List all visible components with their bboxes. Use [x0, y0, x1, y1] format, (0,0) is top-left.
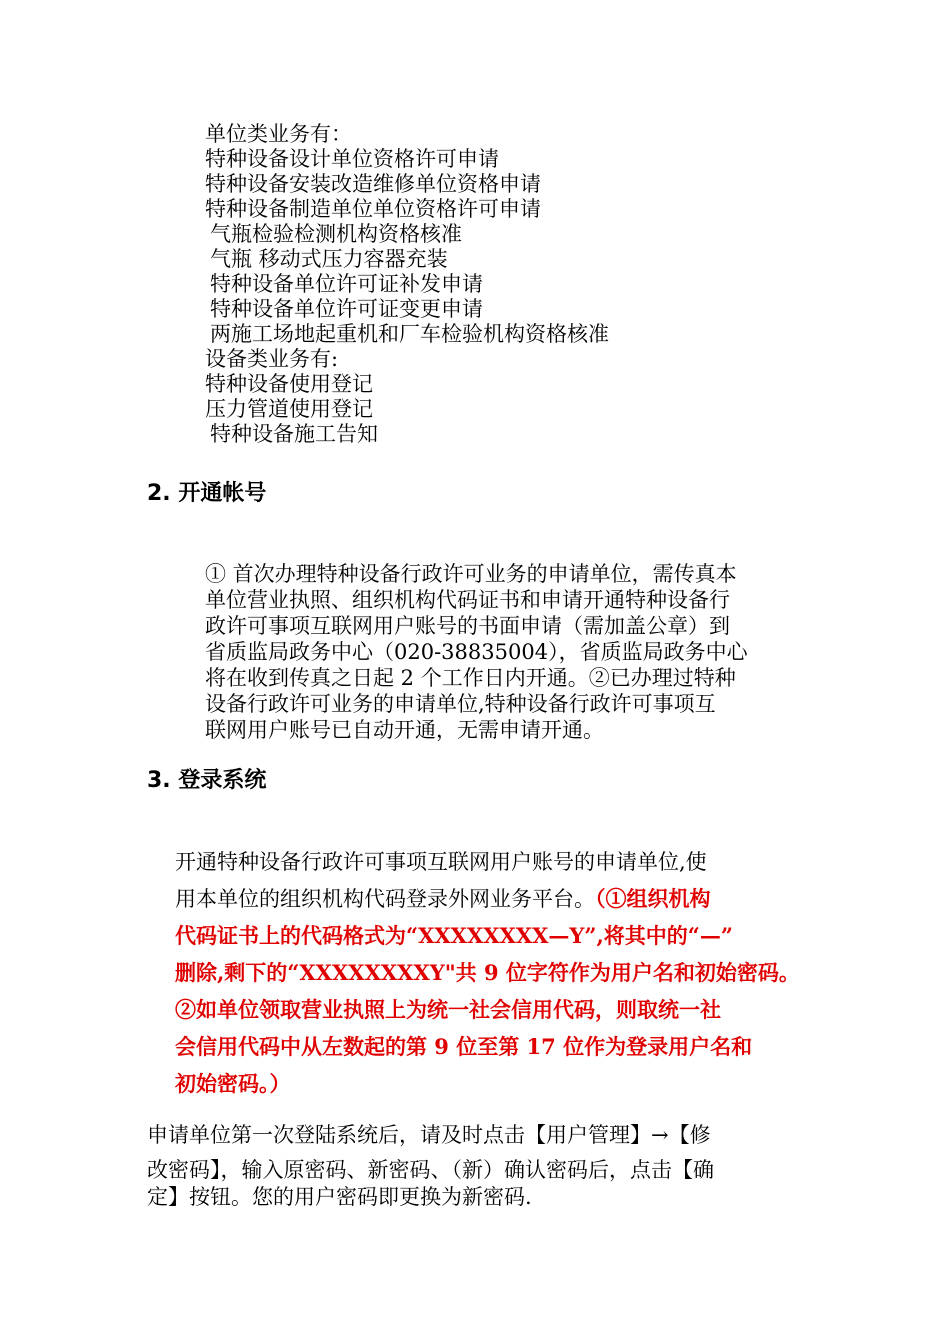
- equipment-item: 特种设备施工告知: [210, 422, 378, 446]
- red-note-text: （①组织机构: [595, 886, 711, 911]
- unit-item: 特种设备单位许可证变更申请: [210, 297, 483, 321]
- equipment-business-heading: 设备类业务有:: [205, 347, 339, 371]
- paragraph-line: 申请单位第一次登陆系统后，请及时点击【用户管理】→【修: [147, 1123, 711, 1147]
- section-3-title: 3. 登录系统: [147, 768, 267, 793]
- paragraph-line: 设备行政许可业务的申请单位,特种设备行政许可事项互: [205, 692, 716, 716]
- unit-item: 气瓶 移动式压力容器充装: [210, 247, 448, 271]
- paragraph-line: 政许可事项互联网用户账号的书面申请（需加盖公章）到: [205, 614, 730, 638]
- paragraph-line: 改密码】，输入原密码、新密码、（新）确认密码后，点击【确: [147, 1158, 714, 1182]
- unit-item: 特种设备安装改造维修单位资格申请: [205, 172, 541, 196]
- paragraph-text: 用本单位的组织机构代码登录外网业务平台。: [175, 887, 595, 911]
- paragraph-line: 定】按钮。您的用户密码即更换为新密码.: [147, 1185, 532, 1209]
- red-note-line: 删除,剩下的“XXXXXXXXY"共 9 位字符作为用户名和初始密码。: [175, 960, 800, 985]
- unit-item: 特种设备设计单位资格许可申请: [205, 147, 499, 171]
- red-note-line: ②如单位领取营业执照上为统一社会信用代码，则取统一社: [175, 997, 721, 1022]
- unit-item: 特种设备单位许可证补发申请: [210, 272, 483, 296]
- paragraph-line: 将在收到传真之日起 2 个工作日内开通。②已办理过特种: [205, 666, 736, 690]
- paragraph-line: ① 首次办理特种设备行政许可业务的申请单位，需传真本: [205, 562, 737, 586]
- section-2-title: 2. 开通帐号: [147, 481, 267, 506]
- paragraph-line: 省质监局政务中心（020-38835004），省质监局政务中心: [205, 640, 748, 664]
- paragraph-line: 单位营业执照、组织机构代码证书和申请开通特种设备行: [205, 588, 730, 612]
- unit-item: 两施工场地起重机和厂车检验机构资格核准: [210, 322, 609, 346]
- equipment-item: 特种设备使用登记: [205, 372, 373, 396]
- paragraph-line: 联网用户账号已自动开通，无需申请开通。: [205, 718, 604, 742]
- red-note-line: 会信用代码中从左数起的第 9 位至第 17 位作为登录用户名和: [175, 1034, 753, 1059]
- unit-business-heading: 单位类业务有：: [205, 122, 352, 146]
- red-note-line: 初始密码。）: [175, 1071, 291, 1096]
- equipment-item: 压力管道使用登记: [205, 397, 373, 421]
- unit-item: 特种设备制造单位单位资格许可申请: [205, 197, 541, 221]
- red-note-line: 代码证书上的代码格式为“XXXXXXXX—Y”,将其中的“—”: [175, 923, 733, 948]
- paragraph-line: 开通特种设备行政许可事项互联网用户账号的申请单位,使: [175, 850, 707, 874]
- unit-item: 气瓶检验检测机构资格核准: [210, 222, 462, 246]
- paragraph-line: [175, 884, 711, 914]
